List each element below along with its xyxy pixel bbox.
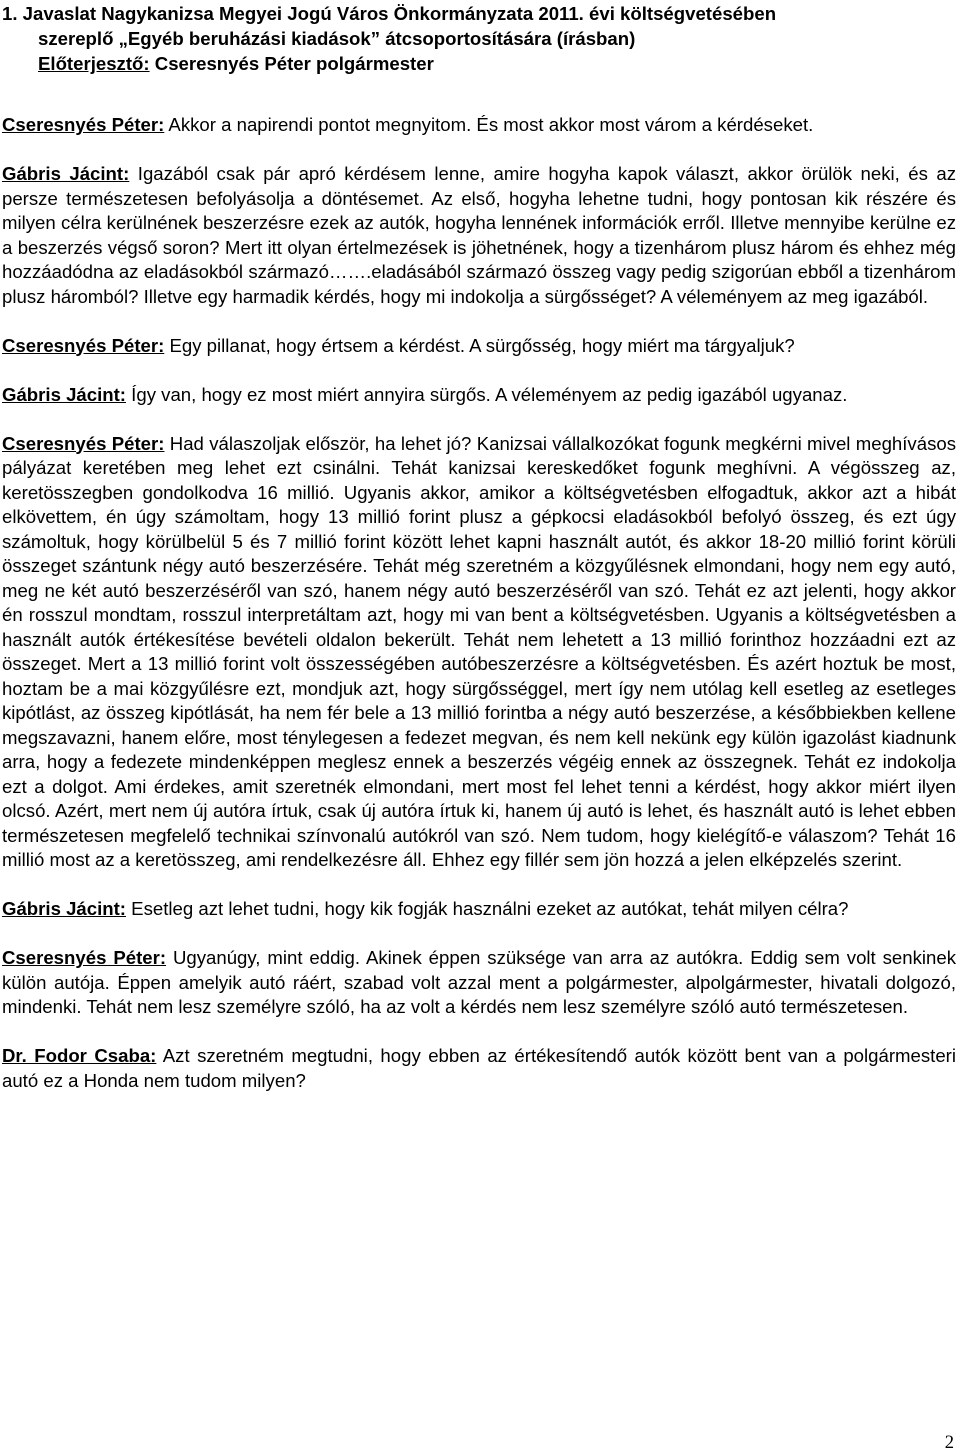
transcript-paragraph bbox=[2, 897, 956, 922]
speaker-name: Cseresnyés Péter: bbox=[2, 432, 165, 454]
speaker-name: Cseresnyés Péter: bbox=[2, 947, 167, 968]
agenda-title-line-1: 1. Javaslat Nagykanizsa Megyei Jogú Város Önkormányzata 2011. évi költségvetésében bbox=[2, 3, 777, 24]
presenter-name: Cseresnyés Péter polgármester bbox=[149, 53, 434, 74]
transcript-paragraph bbox=[2, 432, 956, 873]
speaker-name: Cseresnyés Péter: bbox=[2, 114, 165, 135]
speaker-name: Dr. Fodor Csaba: bbox=[2, 1045, 157, 1066]
speaker-name: Gábris Jácint: bbox=[2, 163, 130, 184]
speaker-name: Cseresnyés Péter: bbox=[2, 334, 165, 356]
agenda-presenter-line bbox=[2, 51, 956, 76]
speaker-name: Gábris Jácint: bbox=[2, 898, 127, 919]
speech-text: Így van, hogy ez most miért annyira sürgős. A véleményem az pedig igazából ugyanaz. bbox=[126, 383, 848, 405]
speech-text: Akkor a napirendi pontot megnyitom. És most akkor most várom a kérdéseket. bbox=[164, 114, 814, 135]
transcript-paragraph bbox=[2, 162, 956, 309]
speech-text: Esetleg azt lehet tudni, hogy kik fogják használni ezeket az autókat, tehát milyen célra? bbox=[126, 898, 849, 919]
transcript-paragraph bbox=[2, 1044, 956, 1093]
transcript-paragraph bbox=[2, 334, 956, 359]
document-page bbox=[2, 0, 956, 1093]
speech-text: Igazából csak pár apró kérdésem lenne, amire hogyha kapok választ, akkor örülök neki, és az persze természetesen befolyásolja a döntésemet. Az első, hogyha lehetne tudni, hogy pontosan kik részére és milyen célra kerülnének beszerzésre ezek az autók, hogyha lennének információk erről. Illetve mennyibe kerülne ez a beszerzés végső soron? Mert itt olyan értelmezések is jöhetnének, hogy a tizenhárom plusz három és ehhez még hozzáadódna az eladásokból származó…….eladásából származó összeg vagy pedig szigorúan ebből a tizenhárom plusz háromból? Illetve egy harmadik kérdés, hogy mi indokolja a sürgősséget? A véleményem az meg igazából. bbox=[2, 163, 956, 307]
presenter-label: Előterjesztő: bbox=[38, 53, 150, 74]
page-number: 2 bbox=[944, 1432, 954, 1453]
speaker-name: Gábris Jácint: bbox=[2, 383, 127, 405]
transcript-paragraph bbox=[2, 113, 956, 138]
transcript-paragraph bbox=[2, 946, 956, 1020]
speech-text: Had válaszoljak először, ha lehet jó? Kanizsai vállalkozókat fogunk megkérni mivel meghívásos pályázat keretében meg lehet ezt csinálni. Tehát kanizsai kereskedőket fogunk meghívni. A végösszeg az, keretösszegben gondolkodva 16 millió. Ugyanis akkor, amikor a költségvetésben elfogadtuk, akkor azt a hibát elkövettem, én úgy számoltam, hogy 13 millió forint plusz a gépkocsi eladásokból befolyó összeg, és ezt úgy számoltuk, hogy körülbelül 5 és 7 millió forint között lehet kapni használt autót, és akkor 18-20 millió forint körüli összeget szántunk négy autó beszerzésére. Tehát még szeretném a közgyűlésnek elmondani, hogy nem egy autó, meg ne két autó beszerzéséről van szó, hanem négy autó beszerzéséről van szó. Tehát ez azt jelenti, hogy akkor én rosszul mondtam, rosszul interpretáltam azt, hogy mi van bent a költségvetésben. Ugyanis a költségvetésben a használt autók értékesítése bevételi oldalon bekerült. Tehát nem lehetett a 13 millió forinthoz hozzáadni ezt az összeget. Mert a 13 millió forint volt összességében autóbeszerzésre a költségvetésben. És azért hoztuk be most, hoztam be a mai közgyűlésre ezt, mondjuk azt, hogy sürgősséggel, mert így nem utólag kell esetleg az esetleges kipótlást, az összeg kipótlását, ha nem fér bele a 13 millió forintba a négy autó beszerzése, a későbbiekben kellene megszavazni, hanem előre, most ténylegesen a fedezet megvan, és nem kell nekünk egy külön igazolást kiadnunk arra, hogy a fedezete mindenképpen meglesz ennek a beszerzés végéig ennek az összegnek. Tehát ez indokolja ezt a dolgot. Ami érdekes, amit szeretnék elmondani, mert most fel lehet tenni a kérdést, hogy akkor miért ilyen olcsó. Azért, mert nem új autóra írtuk, csak új autóra írtuk ki, hanem új autó is lehet, és használt autó is lehet ebben természetesen megfelelő technikai színvonalú autókról van szó. Nem tudom, hogy kielégítő-e válaszom? Tehát 16 millió most az a keretösszeg, ami rendelkezésre áll. Ehhez egy fillér sem jön hozzá a jelen elképzelés szerint. bbox=[2, 432, 957, 870]
speech-text: Azt szeretném megtudni, hogy ebben az értékesítendő autók között bent van a polgármesteri autó ez a Honda nem tudom milyen? bbox=[2, 1045, 956, 1091]
speech-text: Egy pillanat, hogy értsem a kérdést. A sürgősség, hogy miért ma tárgyaljuk? bbox=[164, 334, 795, 356]
agenda-title-line-2: szereplő „Egyéb beruházási kiadások” átcsoportosítására (írásban) bbox=[38, 28, 636, 49]
agenda-heading bbox=[2, 1, 956, 76]
speech-text: Ugyanúgy, mint eddig. Akinek éppen szüksége van arra az autókra. Eddig sem volt senkinek külön autója. Éppen amelyik autó ráért, szabad volt azzal ment a polgármester, alpolgármester, hivatali dolgozó, mindenki. Tehát nem lesz személyre szóló, ha az volt a kérdés nem lesz személyre szóló autó természetesen. bbox=[2, 947, 957, 1017]
transcript-paragraph bbox=[2, 383, 956, 408]
